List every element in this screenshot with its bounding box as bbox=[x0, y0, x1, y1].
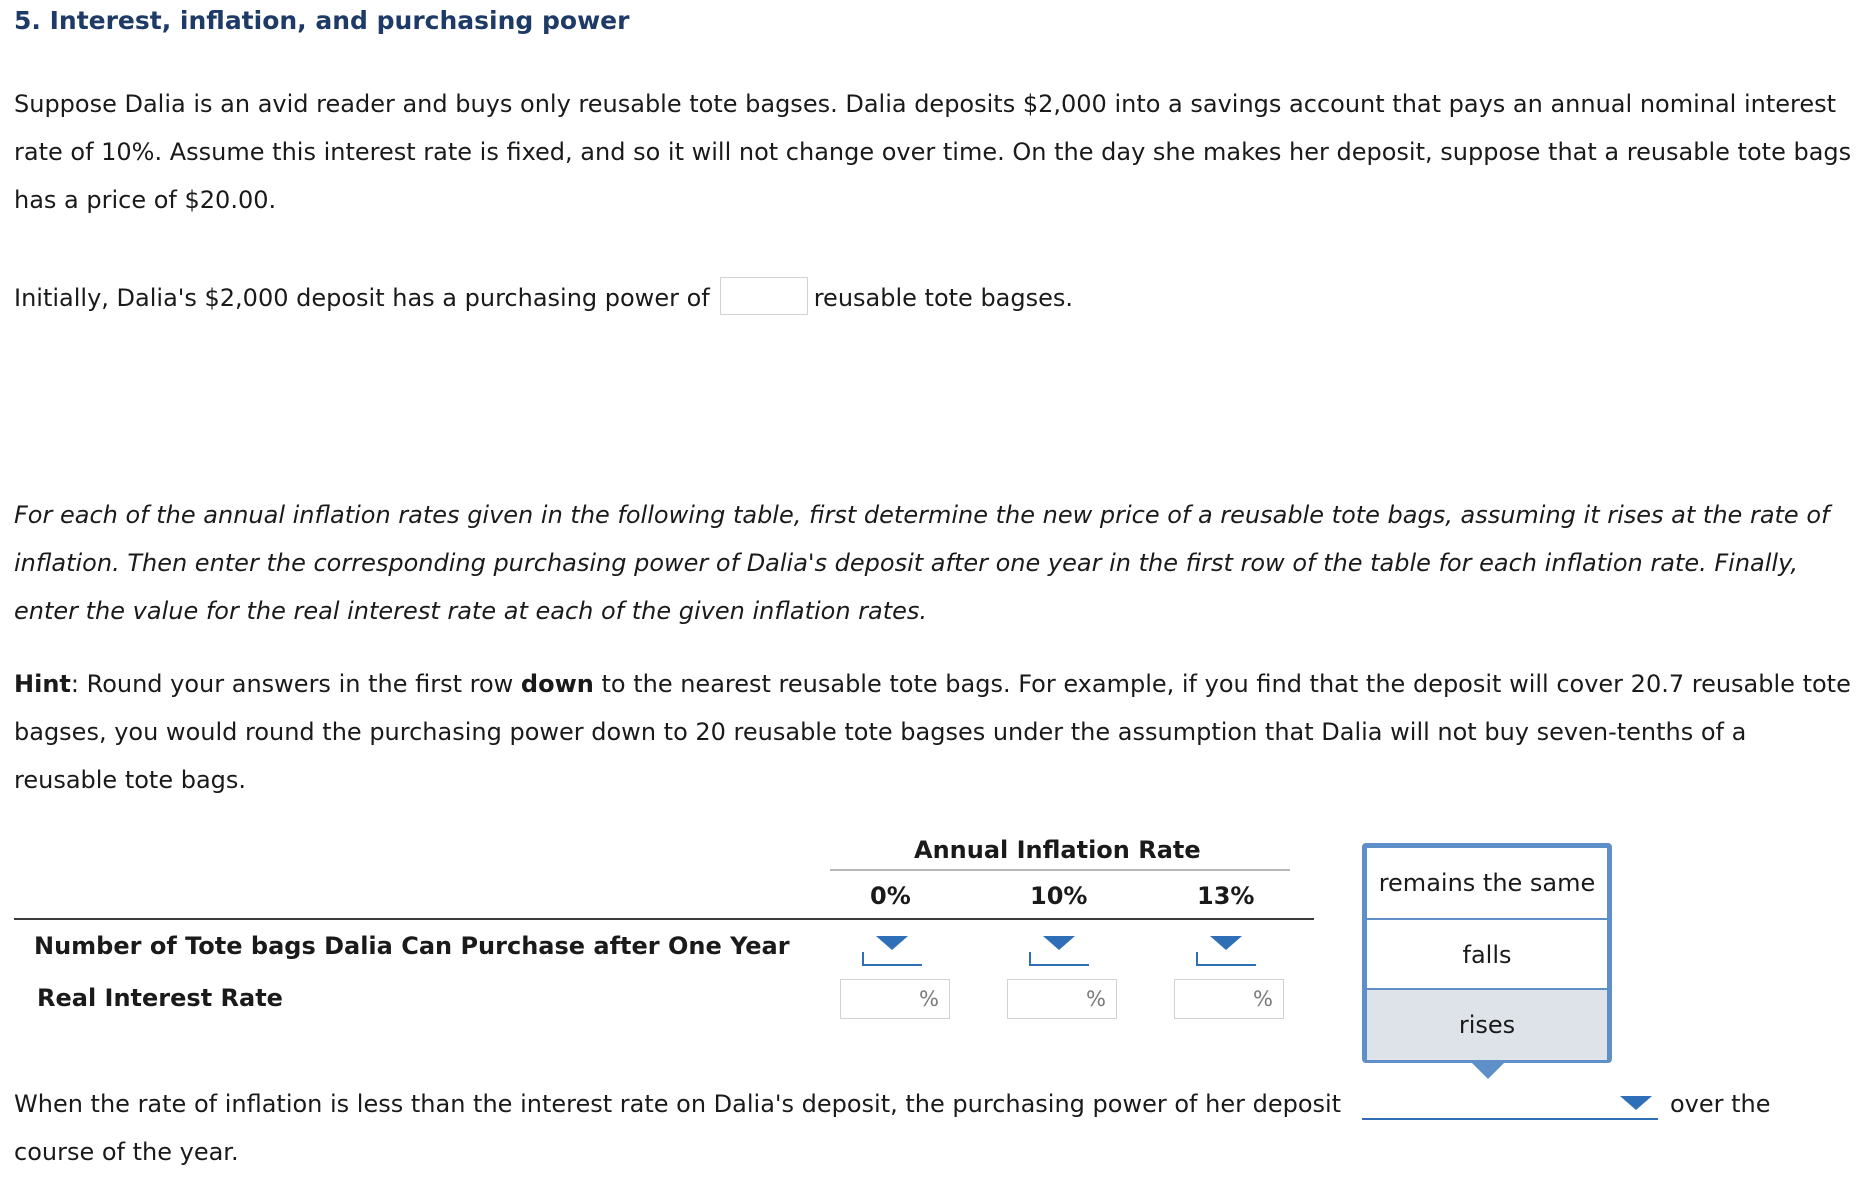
dropdown-pointer-icon bbox=[1472, 1063, 1504, 1079]
initial-prefix: Initially, Dalia's $2,000 deposit has a purchasing power of bbox=[14, 284, 710, 312]
chevron-down-icon bbox=[1620, 1096, 1652, 1110]
select-underline bbox=[862, 964, 922, 966]
tote-bags-select-10[interactable] bbox=[1029, 932, 1089, 966]
final-sentence-suffix: over the bbox=[1670, 1090, 1771, 1118]
column-header-13: 13% bbox=[1197, 882, 1255, 910]
real-interest-input-10[interactable] bbox=[1007, 979, 1117, 1019]
instructions-paragraph: For each of the annual inflation rates given in the following table, first determine the new price of a reusable tote bags, assuming it rises at the rate of inflation. Then enter the corresponding purchasing power of Dalia's deposit after one year in the first row of the table for each inflation rate. Finally, enter the value for the real interest rate at each of the given inflation rates. bbox=[14, 501, 1830, 625]
dropdown-option-rises[interactable]: rises bbox=[1367, 988, 1607, 1060]
initial-suffix: reusable tote bagses. bbox=[813, 284, 1074, 312]
real-interest-input-0[interactable] bbox=[840, 979, 950, 1019]
tote-bags-select-13[interactable] bbox=[1196, 932, 1256, 966]
page-title: 5. Interest, inflation, and purchasing power bbox=[14, 6, 630, 35]
tote-bags-select-0[interactable] bbox=[862, 932, 922, 966]
row-label-real-interest-rate: Real Interest Rate bbox=[37, 984, 283, 1012]
percent-sign: % bbox=[919, 987, 939, 1011]
row-label-tote-bags: Number of Tote bags Dalia Can Purchase after One Year bbox=[34, 932, 790, 960]
select-underline bbox=[1196, 964, 1256, 966]
percent-sign: % bbox=[1086, 987, 1106, 1011]
hint-bold-down: down bbox=[520, 670, 594, 698]
percent-sign: % bbox=[1253, 987, 1273, 1011]
initial-purchasing-power-input[interactable] bbox=[720, 277, 808, 315]
hint-paragraph bbox=[14, 660, 1854, 804]
chevron-down-icon bbox=[876, 936, 908, 950]
final-sentence-select[interactable] bbox=[1362, 1084, 1658, 1120]
select-underline bbox=[1029, 964, 1089, 966]
intro-paragraph: Suppose Dalia is an avid reader and buys only reusable tote bagses. Dalia deposits $2,000 into a savings account that pays an annual nominal interest rate of 10%. Assume this interest rate is fixed, and so it will not change over time. On the day she makes her deposit, suppose that a reusable tote bags has a price of $20.00. bbox=[14, 90, 1852, 214]
real-interest-input-13[interactable] bbox=[1174, 979, 1284, 1019]
hint-text-1: : Round your answers in the first row bbox=[70, 670, 521, 698]
final-sentence-end: course of the year. bbox=[14, 1138, 239, 1166]
group-header-rule bbox=[830, 869, 1290, 871]
hint-label: Hint bbox=[14, 670, 71, 698]
table-header-rule bbox=[14, 918, 1314, 920]
select-underline bbox=[1362, 1118, 1658, 1120]
column-header-0: 0% bbox=[870, 882, 911, 910]
final-sentence-prefix: When the rate of inflation is less than the interest rate on Dalia's deposit, the purchasing power of her deposit bbox=[14, 1090, 1342, 1118]
chevron-down-icon bbox=[1210, 936, 1242, 950]
initial-purchasing-power-sentence bbox=[14, 274, 1854, 322]
chevron-down-icon bbox=[1043, 936, 1075, 950]
hint-text-2: to the nearest reusable tote bags. For example, if you find that the deposit will cover 20.7 reusable tote bagses, you would round the purchasing power down to 20 reusable tote bagses under the assumption that Dalia will not buy seven-tenths of a reusable tote bags. bbox=[14, 670, 1851, 794]
column-header-10: 10% bbox=[1030, 882, 1088, 910]
dropdown-option-remains-the-same[interactable]: remains the same bbox=[1378, 869, 1596, 897]
dropdown-option-falls[interactable]: falls bbox=[1367, 918, 1607, 990]
table-group-header: Annual Inflation Rate bbox=[914, 836, 1201, 864]
dropdown-menu bbox=[1362, 843, 1612, 1063]
